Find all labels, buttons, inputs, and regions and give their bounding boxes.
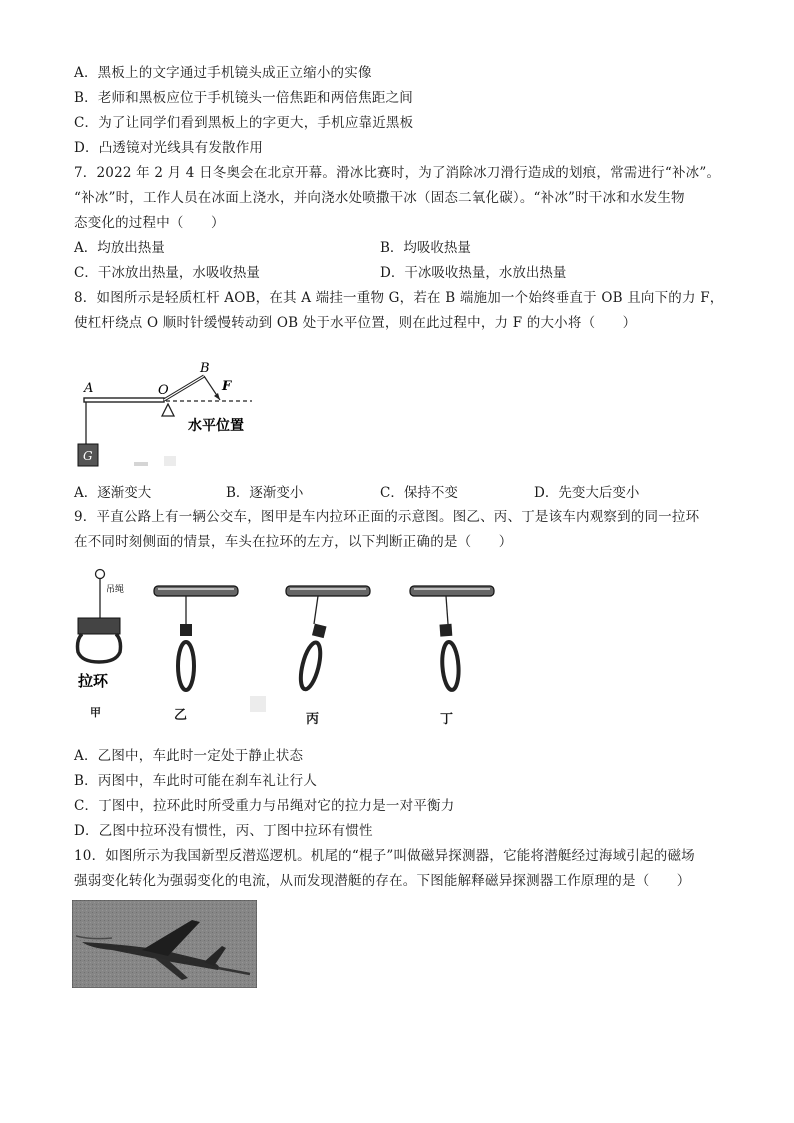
q6-option-c: C．为了让同学们看到黑板上的字更大，手机应靠近黑板 xyxy=(74,115,414,131)
q9-stem-line-1: 9．平直公路上有一辆公交车，图甲是车内拉环正面的示意图。图乙、丙、丁是该车内观察到的同一拉环 xyxy=(74,509,700,525)
ring-strap xyxy=(78,618,120,634)
patrol-aircraft-photo xyxy=(72,900,257,988)
q9-option-d: D．乙图中拉环没有惯性，丙、丁图中拉环有惯性 xyxy=(74,823,373,839)
rail-bar xyxy=(286,586,370,596)
caption-yi: 乙 xyxy=(174,708,188,723)
q8-option-d: D．先变大后变小 xyxy=(534,485,640,501)
caption-ding: 丁 xyxy=(440,712,454,727)
q7-option-c: C．干冰放出热量，水吸收热量 xyxy=(74,265,260,281)
q8-stem-line-1: 8．如图所示是轻质杠杆 AOB，在其 A 端挂一重物 G，若在 B 端施加一个始终垂直于 OB 且向下的力 F， xyxy=(74,290,724,306)
ring-strap xyxy=(312,624,327,639)
figure-ding xyxy=(406,580,498,692)
q7-stem-line-1: 7．2022 年 2 月 4 日冬奥会在北京开幕。滑冰比赛时，为了消除冰刀滑行造成的划痕，常需进行“补冰”。 xyxy=(74,165,721,181)
q9-stem-line-2: 在不同时刻侧面的情景，车头在拉环的左方，以下判断正确的是（ ） xyxy=(74,534,513,550)
caption-bing: 丙 xyxy=(306,712,320,727)
q9-option-c: C．丁图中，拉环此时所受重力与吊绳对它的拉力是一对平衡力 xyxy=(74,798,455,814)
q6-option-b: B．老师和黑板应位于手机镜头一倍焦距和两倍焦距之间 xyxy=(74,90,413,106)
hook-icon xyxy=(96,570,105,579)
q7-option-a: A．均放出热量 xyxy=(74,240,165,256)
q7-option-b: B．均吸收热量 xyxy=(380,240,471,256)
label-g: G xyxy=(83,449,93,463)
ring-handle xyxy=(178,642,194,690)
label-ring: 拉环 xyxy=(78,672,109,690)
label-a: A xyxy=(84,381,94,396)
label-horizontal-position: 水平位置 xyxy=(188,418,244,434)
ring-strap xyxy=(440,624,453,637)
label-o: O xyxy=(158,383,169,398)
ring-handle xyxy=(297,641,324,691)
rail-bar xyxy=(154,586,238,596)
q7-option-d: D．干冰吸收热量，水放出热量 xyxy=(380,265,567,281)
ring-handle xyxy=(441,641,460,690)
rail-bar xyxy=(410,586,494,596)
caption-jia: 甲 xyxy=(90,706,101,719)
q8-option-c: C．保持不变 xyxy=(380,485,458,501)
label-f: F xyxy=(222,379,232,394)
q8-option-a: A．逐渐变大 xyxy=(74,485,152,501)
lever-arm-ao xyxy=(84,398,164,402)
fulcrum-icon xyxy=(162,404,174,416)
q10-stem-line-2: 强弱变化转化为强弱变化的电流，从而发现潜艇的存在。下图能解释磁异探测器工作原理的是（ ） xyxy=(74,873,691,889)
q6-option-a: A．黑板上的文字通过手机镜头成正立缩小的实像 xyxy=(74,65,372,81)
q9-option-a: A．乙图中，车此时一定处于静止状态 xyxy=(74,748,304,764)
q6-option-d: D．凸透镜对光线具有发散作用 xyxy=(74,140,264,156)
ring-handle xyxy=(78,634,121,662)
q10-stem-line-1: 10．如图所示为我国新型反潜巡逻机。机尾的“棍子”叫做磁异探测器，它能将潜艇经过海域引起的磁场 xyxy=(74,848,695,864)
figure-jia xyxy=(72,566,132,696)
lever-diagram xyxy=(74,358,274,473)
q7-stem-line-2: “补冰”时，工作人员在冰面上浇水，并向浇水处喷撒干冰（固态二氧化碳）。“补冰”时干冰和水发生物 xyxy=(74,190,685,206)
ring-strap xyxy=(180,624,192,636)
label-b: B xyxy=(200,361,210,376)
figure-bing xyxy=(282,580,374,692)
figure-yi xyxy=(150,580,242,692)
q8-option-b: B．逐渐变小 xyxy=(226,485,304,501)
q9-option-b: B．丙图中，车此时可能在刹车礼让行人 xyxy=(74,773,318,789)
q8-stem-line-2: 使杠杆绕点 O 顺时针缓慢转动到 OB 处于水平位置，则在此过程中，力 F 的大小将（ ） xyxy=(74,315,637,331)
q7-stem-line-3: 态变化的过程中（ ） xyxy=(74,215,225,231)
scan-artifact xyxy=(250,696,266,712)
label-rope: 吊绳 xyxy=(106,585,125,595)
